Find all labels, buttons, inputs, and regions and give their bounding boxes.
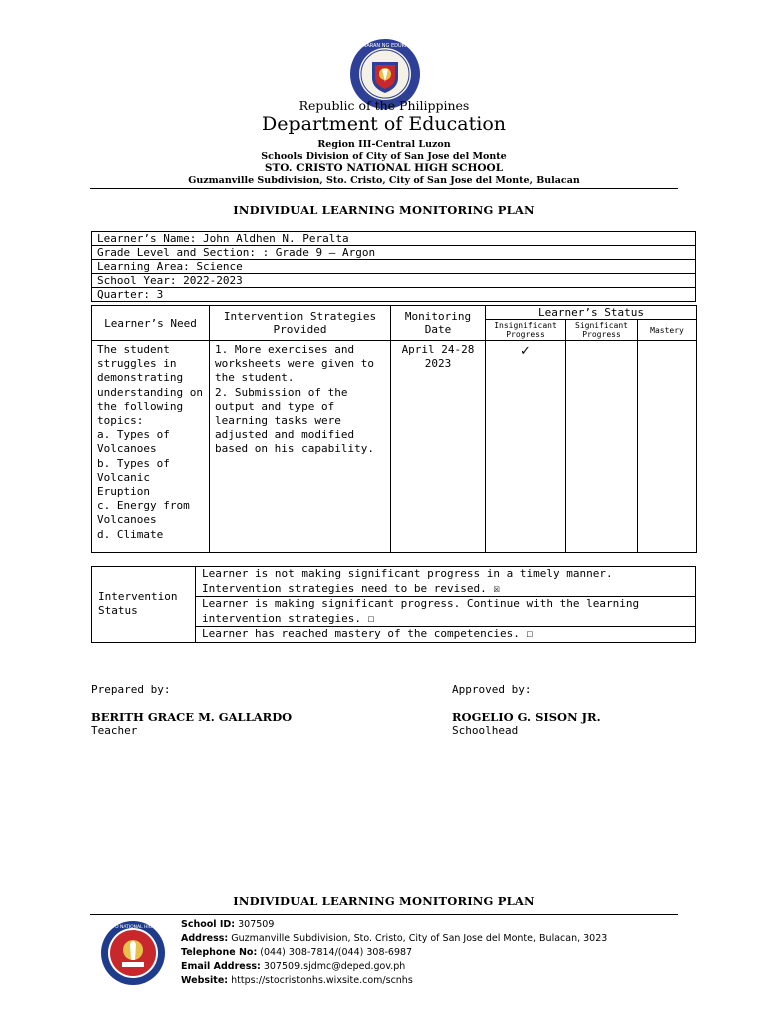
status-option-revise: Learner is not making significant progress in a timely manner. Intervention strategies need to be revised. ☒ <box>196 567 696 597</box>
monitoring-plan-table <box>91 305 697 553</box>
header-insignificant-progress: Insignificant Progress <box>486 320 566 341</box>
approved-by-role: Schoolhead <box>452 724 519 737</box>
school-address: Guzmanville Subdivision, Sto. Cristo, City of San Jose del Monte, Bulacan <box>188 175 580 186</box>
cell-significant-progress <box>566 341 638 553</box>
telephone: (044) 308-7814/(044) 308-6987 <box>260 947 413 958</box>
email-label: Email Address: <box>181 961 261 972</box>
header-divider <box>90 188 678 189</box>
cell-monitoring-date: April 24-28 2023 <box>391 341 486 553</box>
learner-info-table <box>91 231 696 302</box>
school-year: School Year: 2022-2023 <box>92 274 696 288</box>
logo-text: STO. CRISTO NATIONAL HIGH SCHOOL <box>89 925 177 930</box>
checkmark-icon: ✓ <box>486 341 566 553</box>
header-mastery: Mastery <box>638 320 697 341</box>
school-id: 307509 <box>238 919 275 930</box>
website-label: Website: <box>181 975 229 986</box>
phone-label: Telephone No: <box>181 947 258 958</box>
division-line: Schools Division of City of San Jose del Monte <box>261 151 507 162</box>
cell-intervention-strategies: 1. More exercises and worksheets were given to the student. 2. Submission of the output and type of learning tasks were adjusted and modified based on his capability. <box>210 341 391 553</box>
quarter: Quarter: 3 <box>92 288 696 302</box>
footer-contact-block <box>181 918 607 988</box>
prepared-by-label: Prepared by: <box>91 683 171 696</box>
grade-section: Grade Level and Section: : Grade 9 – Argon <box>92 246 696 260</box>
header-intervention-strategies: Intervention Strategies Provided <box>210 306 391 341</box>
prepared-by-role: Teacher <box>91 724 138 737</box>
header-learners-need: Learner’s Need <box>92 306 210 341</box>
intervention-status-label: Intervention Status <box>92 567 196 643</box>
header-learners-status: Learner’s Status <box>486 306 697 320</box>
header-significant-progress: Significant Progress <box>566 320 638 341</box>
footer-divider <box>90 914 678 915</box>
department-title: Department of Education <box>262 113 506 135</box>
footer-address: Guzmanville Subdivision, Sto. Cristo, City of San Jose del Monte, Bulacan, 3023 <box>231 933 608 944</box>
header-monitoring-date: Monitoring Date <box>391 306 486 341</box>
document-title: INDIVIDUAL LEARNING MONITORING PLAN <box>233 203 535 217</box>
school-id-label: School ID: <box>181 919 236 930</box>
prepared-by-name: BERITH GRACE M. GALLARDO <box>91 710 293 724</box>
learning-area: Learning Area: Science <box>92 260 696 274</box>
status-option-continue: Learner is making significant progress. Continue with the learning intervention strategies. ☐ <box>196 597 696 627</box>
region-line: Region III-Central Luzon <box>317 139 451 150</box>
school-logo <box>89 920 177 986</box>
seal-text: KAGAWARAN NG EDUKASYON <box>348 43 422 49</box>
republic-line: Republic of the Philippines <box>298 98 470 113</box>
footer-title: INDIVIDUAL LEARNING MONITORING PLAN <box>233 894 535 908</box>
website-link[interactable]: https://stocristonhs.wixsite.com/scnhs <box>231 975 413 986</box>
cell-learners-need: The student struggles in demonstrating understanding on the following topics: a. Types of Volcanoes b. Types of Volcanic Eruption c. Energy from Volcanoes d. Climate <box>92 341 210 553</box>
approved-by-label: Approved by: <box>452 683 532 696</box>
email-address[interactable]: 307509.sjdmc@deped.gov.ph <box>263 961 406 972</box>
learner-name: Learner’s Name: John Aldhen N. Peralta <box>92 232 696 246</box>
intervention-status-table <box>91 566 696 643</box>
address-label: Address: <box>181 933 229 944</box>
school-name: STO. CRISTO NATIONAL HIGH SCHOOL <box>264 162 504 174</box>
approved-by-name: ROGELIO G. SISON JR. <box>452 710 601 724</box>
status-option-mastery: Learner has reached mastery of the competencies. ☐ <box>196 627 696 643</box>
cell-mastery <box>638 341 697 553</box>
